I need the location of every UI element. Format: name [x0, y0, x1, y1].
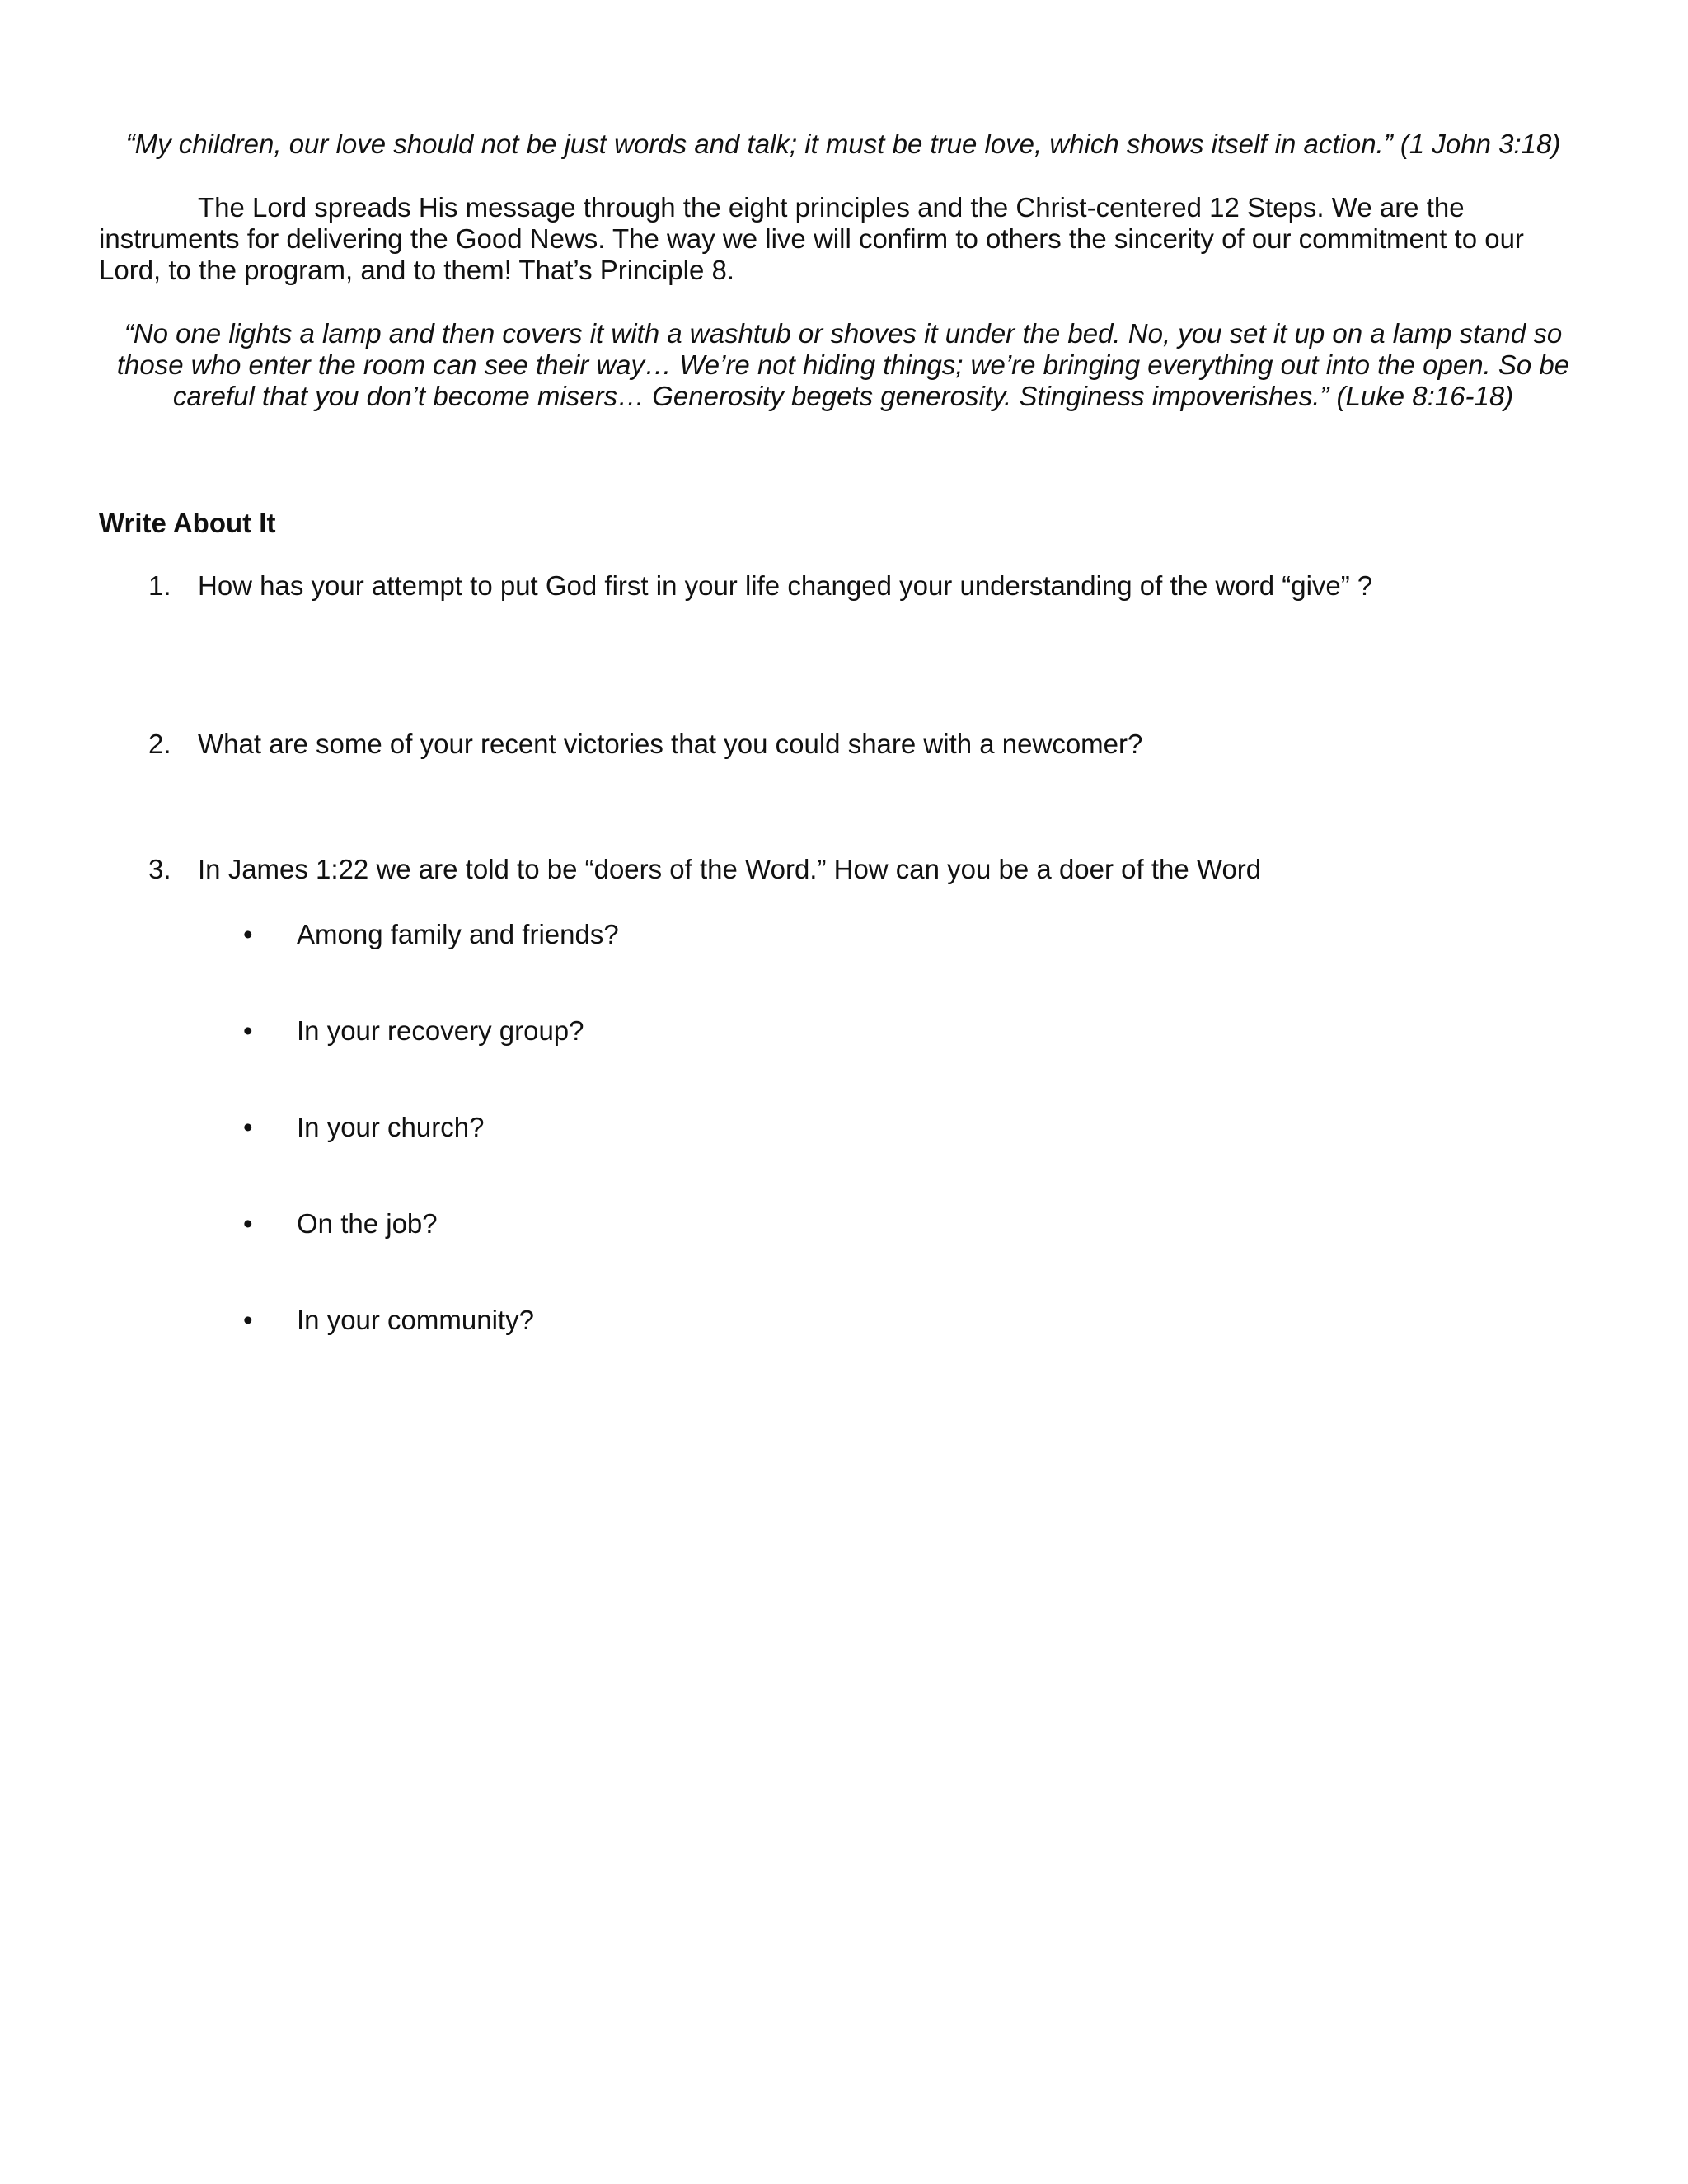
question-text: What are some of your recent victories that you could share with a newcomer? — [198, 729, 1143, 759]
bullet-icon: • — [243, 1112, 253, 1142]
question-text: In James 1:22 we are told to be “doers of the Word.” How can you be a doer of the Word — [198, 854, 1262, 884]
bullet-icon: • — [243, 1015, 253, 1046]
question-number: 2. — [148, 729, 171, 759]
section-heading: Write About It — [99, 508, 276, 538]
bullet-icon: • — [243, 1208, 253, 1239]
principle-8-paragraph: The Lord spreads His message through the eight principles and the Christ-centered 12 Steps. We are the instruments for delivering the Good News. The way we live will confirm to others the sincerity of our commitment to our Lord, to the program, and to them! That’s Principle 8. — [99, 192, 1524, 285]
question-text: How has your attempt to put God first in your life changed your understanding of the word “give” ? — [198, 570, 1373, 601]
bullet-text: In your church? — [297, 1112, 485, 1142]
scripture-quote-1john: “My children, our love should not be just words and talk; it must be true love, which shows itself in action.” (1 John 3:18) — [125, 129, 1561, 159]
bullet-text: Among family and friends? — [297, 919, 619, 949]
question-number: 3. — [148, 854, 171, 884]
bullet-text: In your recovery group? — [297, 1015, 584, 1046]
question-number: 1. — [148, 570, 171, 601]
bullet-icon: • — [243, 1305, 253, 1335]
bullet-text: On the job? — [297, 1208, 438, 1239]
bullet-text: In your community? — [297, 1305, 534, 1335]
bullet-icon: • — [243, 919, 253, 949]
scripture-quote-luke: “No one lights a lamp and then covers it with a washtub or shoves it under the bed. No, you set it up on a lamp stand so those who enter the room can see their way… We’re not hiding things; we’re bringing everything out into the open. So be careful that you don’t become misers… Generosity begets generosity. Stinginess impoverishes.” (Luke 8:16-18) — [116, 318, 1570, 411]
